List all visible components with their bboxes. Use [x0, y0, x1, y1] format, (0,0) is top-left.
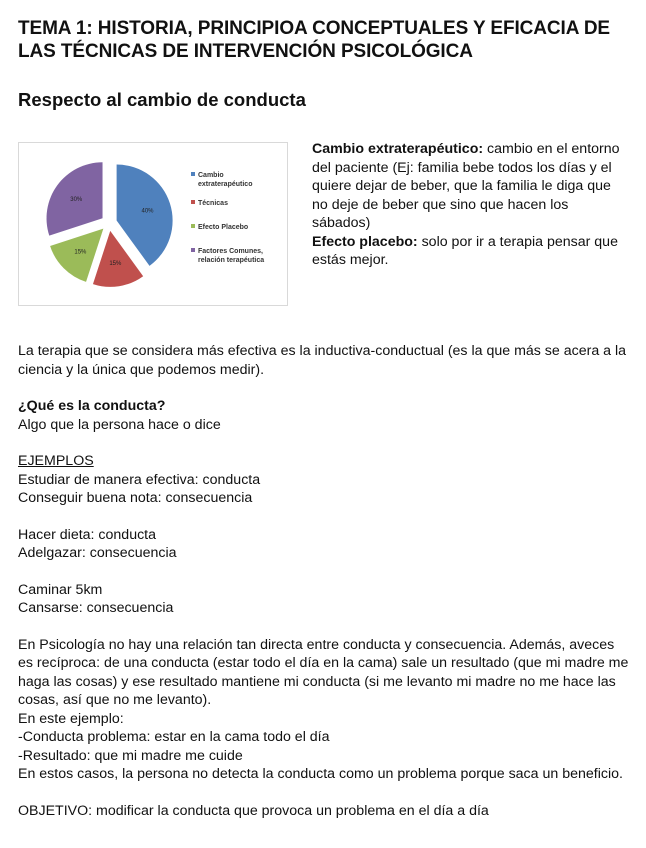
example-line: Estudiar de manera efectiva: conducta [18, 471, 261, 488]
example-line: Adelgazar: consecuencia [18, 545, 177, 561]
objective-line: OBJETIVO: modificar la conducta que provoca un problema en el día a día [18, 802, 489, 819]
legend-label: relación terapéutica [198, 257, 265, 264]
term-placebo: Efecto placebo: [312, 233, 418, 250]
section-heading: Respecto al cambio de conducta [18, 89, 306, 110]
paragraph: En este ejemplo: [18, 710, 124, 727]
question-answer: Algo que la persona hace o dice [18, 416, 221, 433]
paragraph: -Conducta problema: estar en la cama todo el día [18, 729, 330, 745]
pie-chart-figure [18, 142, 288, 306]
legend-label: Factores Comunes, [198, 248, 263, 255]
definition-cambio: cambio en el entorno del paciente (Ej: familia bebe todos los días y el quiere dejar de beber, que la familia le diga que no deje de beber que sino que hacen los sábados) [312, 141, 620, 231]
example-line: Conseguir buena nota: consecuencia [18, 490, 253, 506]
definitions-block [312, 140, 630, 270]
legend-swatch [191, 248, 195, 252]
legend-swatch [191, 200, 195, 204]
pie-chart [19, 143, 287, 305]
pie-slice-label: 15% [109, 260, 122, 267]
question-heading: ¿Qué es la conducta? [18, 398, 166, 414]
legend-label: Técnicas [198, 200, 228, 207]
pie-slice [117, 165, 173, 266]
legend-label: extraterapéutico [198, 181, 253, 188]
paragraph: En estos casos, la persona no detecta la conducta como un problema porque saca un beneficio. [18, 766, 623, 782]
example-line: Caminar 5km [18, 581, 103, 598]
pie-slice-label: 30% [70, 197, 83, 204]
examples-heading: EJEMPLOS [18, 453, 94, 469]
example-line: Cansarse: consecuencia [18, 600, 174, 616]
term-cambio: Cambio extraterapéutico: [312, 141, 484, 157]
example-line: Hacer dieta: conducta [18, 526, 157, 543]
page-title: TEMA 1: HISTORIA, PRINCIPIOA CONCEPTUALES Y EFICACIA DE LAS TÉCNICAS DE INTERVENCIÓN PSICOLÓGICA [18, 18, 611, 62]
legend-swatch [191, 224, 195, 228]
paragraph: -Resultado: que mi madre me cuide [18, 747, 243, 764]
pie-slice-label: 40% [141, 208, 154, 215]
legend-swatch [191, 172, 195, 176]
paragraph: La terapia que se considera más efectiva es la inductiva-conductual (es la que más se acera a la ciencia y la única que podemos medir). [18, 343, 627, 378]
legend-label: Cambio [198, 172, 224, 179]
paragraph: En Psicología no hay una relación tan directa entre conducta y consecuencia. Además, aveces es recíproca: de una conducta (estar todo el día en la cama) sale un resultado (que mi madre me haga las cosas) y ese resultado mantiene mi conducta (si me levanto mi madre no me hace las cosas, así que no me levanto). [18, 636, 629, 708]
pie-slice-label: 15% [74, 249, 87, 256]
legend-label: Efecto Placebo [198, 224, 249, 231]
body-text [18, 342, 630, 820]
definition-placebo: solo por ir a terapia pensar que estás mejor. [312, 233, 618, 268]
